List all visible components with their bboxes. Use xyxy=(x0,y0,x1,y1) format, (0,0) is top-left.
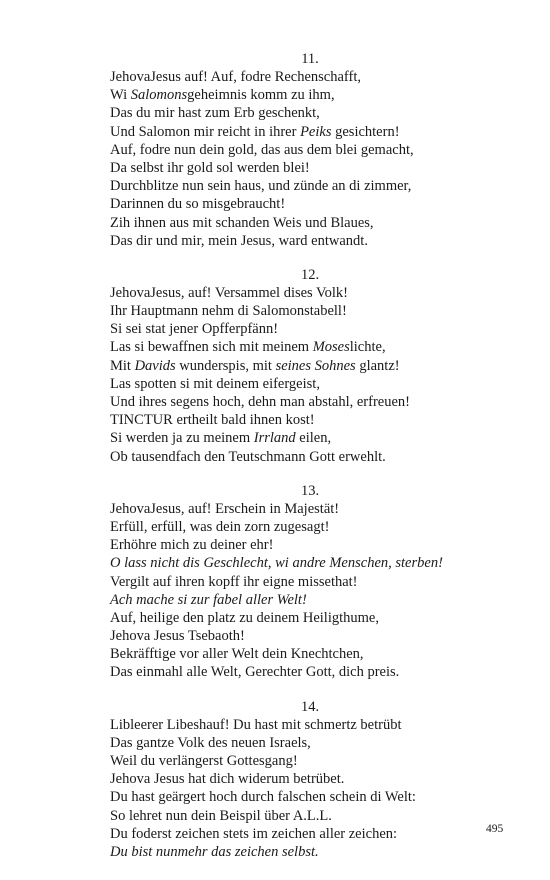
verse-line: O lass nicht dis Geschlecht, wi andre Menschen, sterben! xyxy=(110,555,443,572)
verse-line: Du bist nunmehr das zeichen selbst. xyxy=(110,843,319,860)
verse-line: Du hast geärgert hoch durch falschen schein di Welt: xyxy=(110,789,416,806)
verse-line: Ach mache si zur fabel aller Welt! xyxy=(110,591,307,608)
verse-line: Libleerer Libeshauf! Du hast mit schmertz betrübt xyxy=(110,716,402,733)
verse-line: JehovaJesus auf! Auf, fodre Rechenschafft, xyxy=(110,69,361,85)
stanza-number: 14. xyxy=(300,698,320,715)
verse-line: Vergilt auf ihren kopff ihr eigne missethat! xyxy=(110,573,358,590)
verse-line: Las spotten si mit deinem eifergeist, xyxy=(110,375,320,392)
verse-line: Und ihres segens hoch, dehn man abstahl, erfreuen! xyxy=(110,394,410,410)
stanza-12 xyxy=(110,266,490,466)
stanza-13 xyxy=(110,482,490,682)
stanza-14 xyxy=(110,698,490,862)
verse-line: Si werden ja zu meinem Irrland eilen, xyxy=(110,430,332,447)
verse-line: Jehova Jesus Tsebaoth! xyxy=(110,628,245,645)
page-number: 495 xyxy=(486,823,504,835)
verse-line: JehovaJesus, auf! Erschein in Majestät! xyxy=(110,500,340,517)
verse-line: Wi Salomonsgeheimnis komm zu ihm, xyxy=(110,87,335,104)
verse-line: Erfüll, erfüll, was dein zorn zugesagt! xyxy=(110,518,330,535)
verse-line: Las si bewaffnen sich mit meinem Moseslichte, xyxy=(110,339,386,356)
verse-line: Das gantze Volk des neuen Israels, xyxy=(110,734,311,751)
verse-line: Erhöhre mich zu deiner ehr! xyxy=(110,537,274,554)
verse-line: Du foderst zeichen stets im zeichen aller zeichen: xyxy=(110,825,398,842)
verse-line: Ihr Hauptmann nehm di Salomonstabell! xyxy=(110,303,347,320)
verse-line: Auf, heilige den platz zu deinem Heiligthume, xyxy=(110,609,379,626)
verse-line: Durchblitze nun sein haus, und zünde an di zimmer, xyxy=(110,178,412,195)
verse-line: Darinnen du so misgebraucht! xyxy=(110,196,286,213)
stanza-11 xyxy=(110,50,490,250)
verse-line: Mit Davids wunderspis, mit seines Sohnes glantz! xyxy=(110,357,400,374)
verse-line: Si sei stat jener Opfferpfänn! xyxy=(110,321,279,338)
verse-line: Das einmahl alle Welt, Gerechter Gott, dich preis. xyxy=(110,664,400,681)
verse-line: Jehova Jesus hat dich widerum betrübet. xyxy=(110,771,345,788)
verse-line: Da selbst ihr gold sol werden blei! xyxy=(110,159,310,176)
verse-line: Und Salomon mir reicht in ihrer Peiks gesichtern! xyxy=(110,123,400,140)
verse-line: Auf, fodre nun dein gold, das aus dem blei gemacht, xyxy=(110,141,414,158)
verse-line: JehovaJesus, auf! Versammel dises Volk! xyxy=(110,284,349,301)
stanza-number: 12. xyxy=(300,266,320,283)
verse-line: Das du mir hast zum Erb geschenkt, xyxy=(110,105,320,122)
verse-line: Zih ihnen aus mit schanden Weis und Blaues, xyxy=(110,214,374,231)
verse-line: TINCTUR ertheilt bald ihnen kost! xyxy=(110,412,315,429)
verse-line: Bekräfftige vor aller Welt dein Knechtchen, xyxy=(110,646,364,663)
stanza-number: 11. xyxy=(301,51,319,67)
verse-line: So lehret nun dein Beispil über A.L.L. xyxy=(110,807,332,824)
verse-line: Weil du verlängerst Gottesgang! xyxy=(110,753,298,769)
stanza-number: 13. xyxy=(300,482,320,499)
verse-line: Ob tausendfach den Teutschmann Gott erwehlt. xyxy=(110,448,386,465)
poem-text xyxy=(110,50,490,877)
verse-line: Das dir und mir, mein Jesus, ward entwandt. xyxy=(110,232,368,249)
